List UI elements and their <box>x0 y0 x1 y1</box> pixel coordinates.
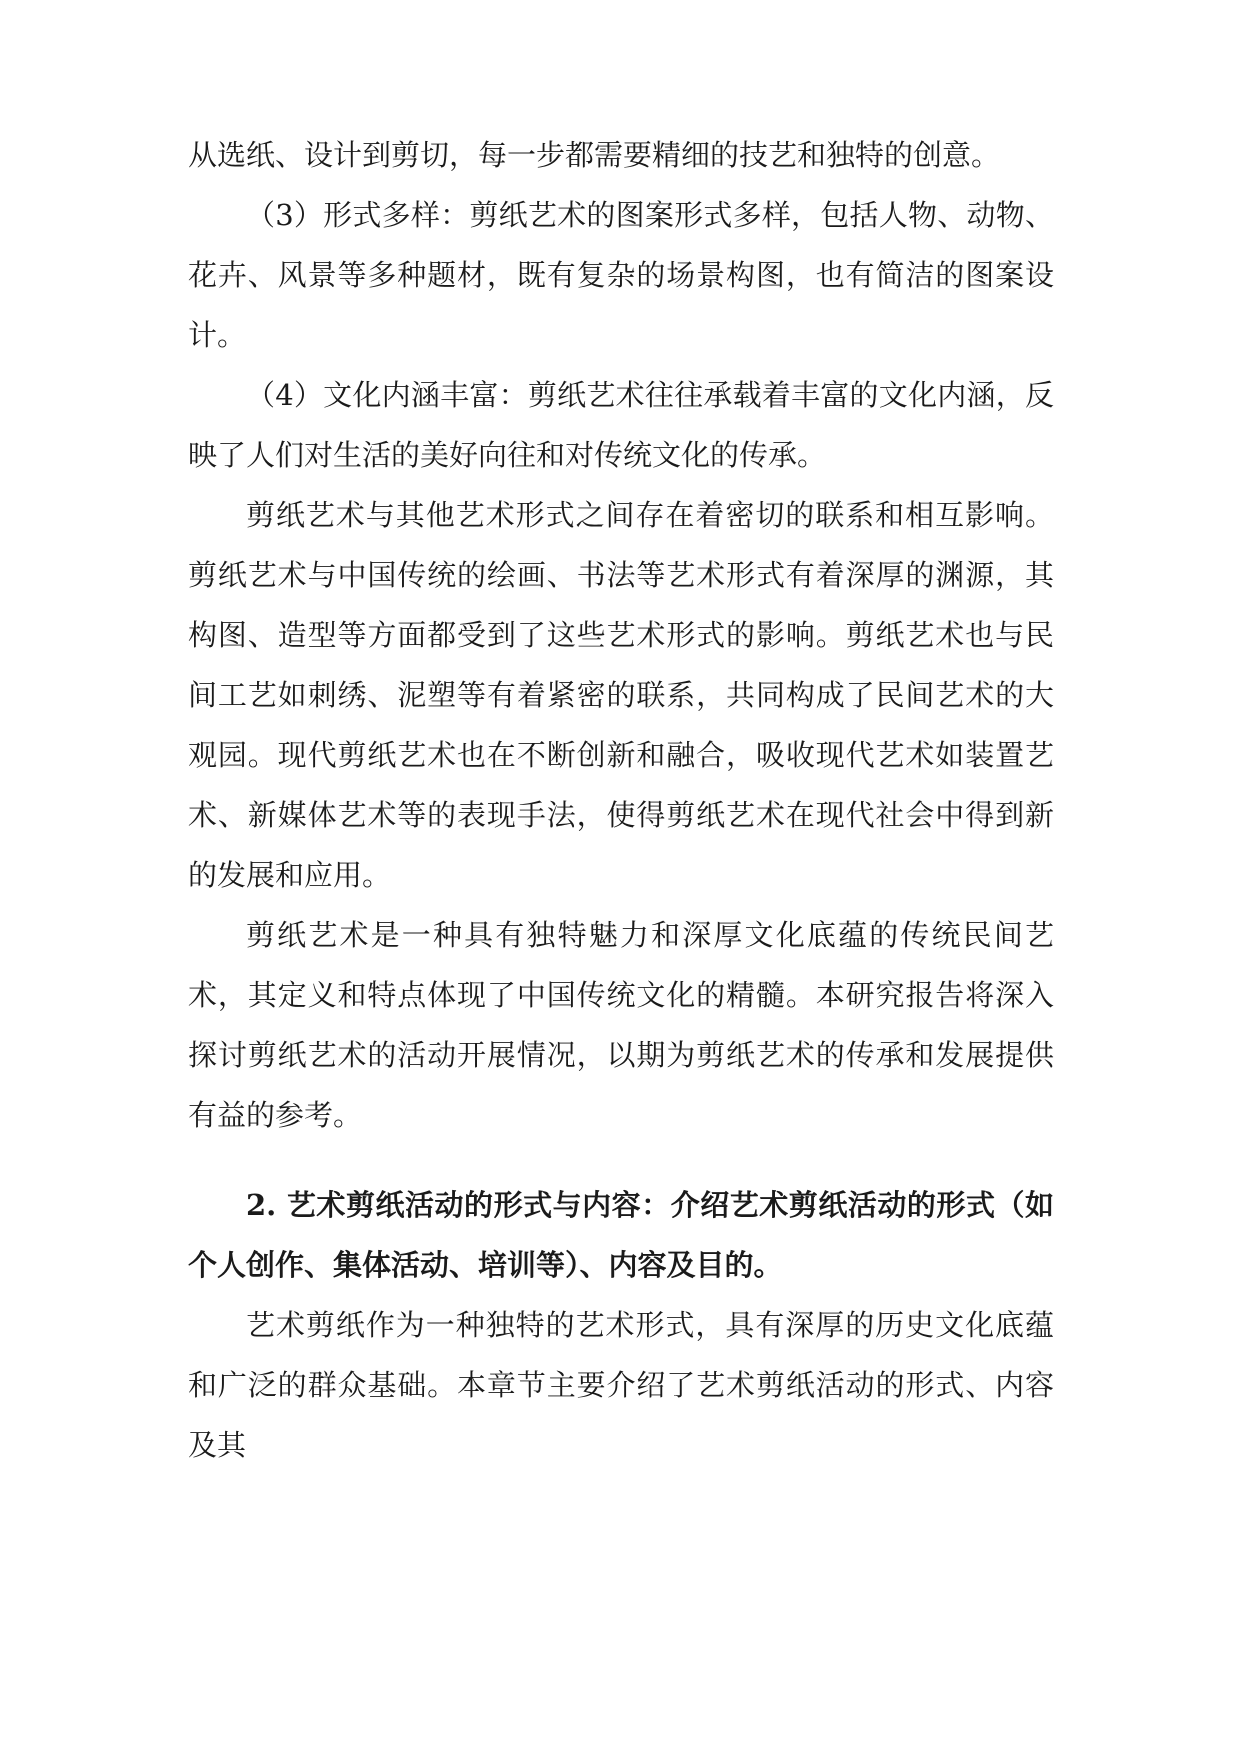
paragraph-feature-3: （3）形式多样：剪纸艺术的图案形式多样，包括人物、动物、花卉、风景等多种题材，既有复杂的场景构图，也有简洁的图案设计。 <box>188 198 1054 352</box>
paragraph-section-intro: 艺术剪纸作为一种独特的艺术形式，具有深厚的历史文化底蕴和广泛的群众基础。本章节主要介绍了艺术剪纸活动的形式、内容及其 <box>188 1308 1054 1462</box>
paragraph-continuation: 从选纸、设计到剪切，每一步都需要精细的技艺和独特的创意。 <box>188 138 1001 172</box>
paragraph-relations: 剪纸艺术与其他艺术形式之间存在着密切的联系和相互影响。剪纸艺术与中国传统的绘画、书法等艺术形式有着深厚的渊源，其构图、造型等方面都受到了这些艺术形式的影响。剪纸艺术也与民间工艺如刺绣、泥塑等有着紧密的联系，共同构成了民间艺术的大观园。现代剪纸艺术也在不断创新和融合，吸收现代艺术如装置艺术、新媒体艺术等的表现手法，使得剪纸艺术在现代社会中得到新的发展和应用。 <box>188 498 1054 892</box>
section-spacer <box>188 1145 1054 1175</box>
paragraph-feature-4: （4）文化内涵丰富：剪纸艺术往往承载着丰富的文化内涵，反映了人们对生活的美好向往和对传统文化的传承。 <box>188 378 1054 472</box>
document-body <box>188 125 1054 1475</box>
section-heading: 2. 艺术剪纸活动的形式与内容：介绍艺术剪纸活动的形式（如个人创作、集体活动、培训等）、内容及目的。 <box>188 1188 1054 1282</box>
paragraph-summary: 剪纸艺术是一种具有独特魅力和深厚文化底蕴的传统民间艺术，其定义和特点体现了中国传统文化的精髓。本研究报告将深入探讨剪纸艺术的活动开展情况，以期为剪纸艺术的传承和发展提供有益的参考。 <box>188 918 1054 1132</box>
